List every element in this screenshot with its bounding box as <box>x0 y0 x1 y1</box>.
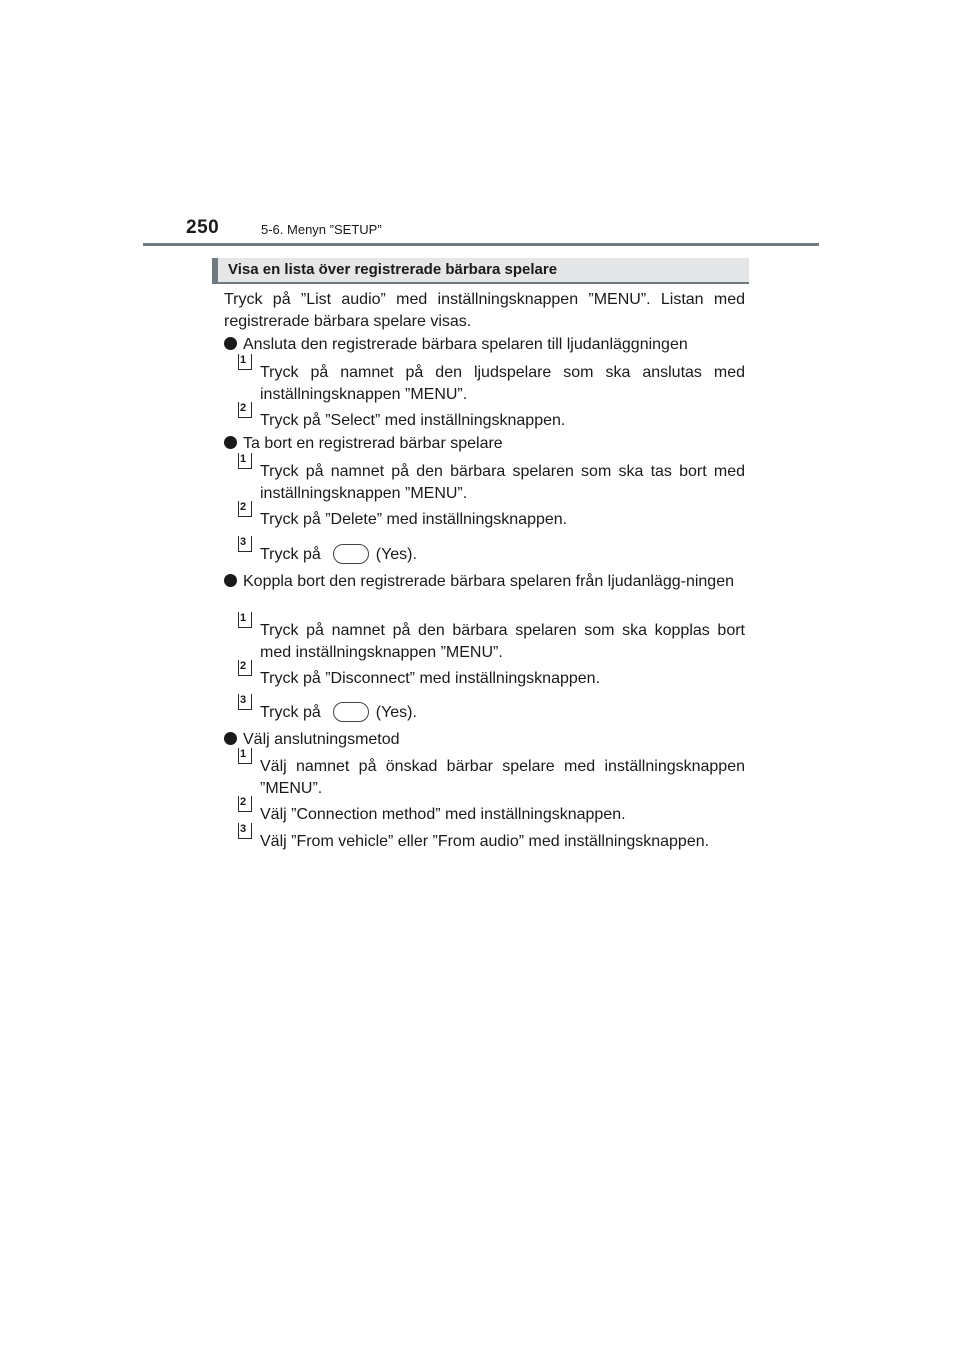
bullet-title: Ta bort en registrerad bärbar spelare <box>243 435 503 452</box>
step-text: Tryck på ”Select” med inställningsknappen. <box>260 412 566 429</box>
step-text: Välj ”Connection method” med inställningsknappen. <box>260 806 626 823</box>
step-item <box>238 748 745 800</box>
step-text: Tryck på namnet på den bärbara spelaren som ska tas bort med inställningsknappen ”MENU”. <box>260 463 745 502</box>
step-text: Tryck på (Yes). <box>260 704 417 721</box>
yes-button-icon <box>333 544 369 564</box>
section-heading: Visa en lista över registrerade bärbara spelare <box>212 258 749 284</box>
bullet-item <box>224 334 745 356</box>
step-item <box>238 536 745 566</box>
step-number-marker: 3 <box>238 694 252 710</box>
step-number-marker: 1 <box>238 612 252 628</box>
bullet-dot <box>224 732 237 745</box>
step-text: Tryck på ”Delete” med inställningsknappen. <box>260 511 568 528</box>
step-item <box>238 796 745 826</box>
step-number-marker: 2 <box>238 660 252 676</box>
bullet-title: Koppla bort den registrerade bärbara spelaren från ljudanlägg-ningen <box>243 573 734 590</box>
step-number-marker: 2 <box>238 402 252 418</box>
step-item <box>238 612 745 664</box>
page-number: 250 <box>186 217 220 238</box>
bullet-dot <box>224 337 237 350</box>
step-item <box>238 354 745 406</box>
step-text: Tryck på (Yes). <box>260 546 417 563</box>
step-item <box>238 402 745 432</box>
step-number-marker: 2 <box>238 501 252 517</box>
bullet-title: Välj anslutningsmetod <box>243 731 400 748</box>
bullet-dot <box>224 574 237 587</box>
step-number-marker: 3 <box>238 536 252 552</box>
step-text: Tryck på ”Disconnect” med inställningsknappen. <box>260 670 601 687</box>
step-text: Tryck på namnet på den bärbara spelaren som ska kopplas bort med inställningsknappen ”MENU”. <box>260 622 745 661</box>
header-rule <box>143 243 819 246</box>
running-head: 5-6. Menyn ”SETUP” <box>261 222 382 237</box>
bullet-item <box>224 433 745 455</box>
step-number-marker: 3 <box>238 823 252 839</box>
step-number-marker: 1 <box>238 354 252 370</box>
step-item <box>238 823 745 853</box>
bullet-dot <box>224 436 237 449</box>
step-number-marker: 2 <box>238 796 252 812</box>
bullet-item <box>224 571 745 593</box>
step-item <box>238 694 745 724</box>
step-item <box>238 660 745 690</box>
step-item <box>238 501 745 531</box>
bullet-title: Ansluta den registrerade bärbara spelaren till ljudanläggningen <box>243 336 688 353</box>
step-number-marker: 1 <box>238 453 252 469</box>
bullet-item <box>224 729 745 751</box>
intro-paragraph: Tryck på ”List audio” med inställningsknappen ”MENU”. Listan med registrerade bärbara spelare visas. <box>224 291 745 330</box>
yes-button-icon <box>333 702 369 722</box>
step-number-marker: 1 <box>238 748 252 764</box>
step-text: Välj ”From vehicle” eller ”From audio” med inställningsknappen. <box>260 833 710 850</box>
step-item <box>238 453 745 505</box>
step-text: Välj namnet på önskad bärbar spelare med inställningsknappen ”MENU”. <box>260 758 745 797</box>
step-text: Tryck på namnet på den ljudspelare som ska anslutas med inställningsknappen ”MENU”. <box>260 364 745 403</box>
